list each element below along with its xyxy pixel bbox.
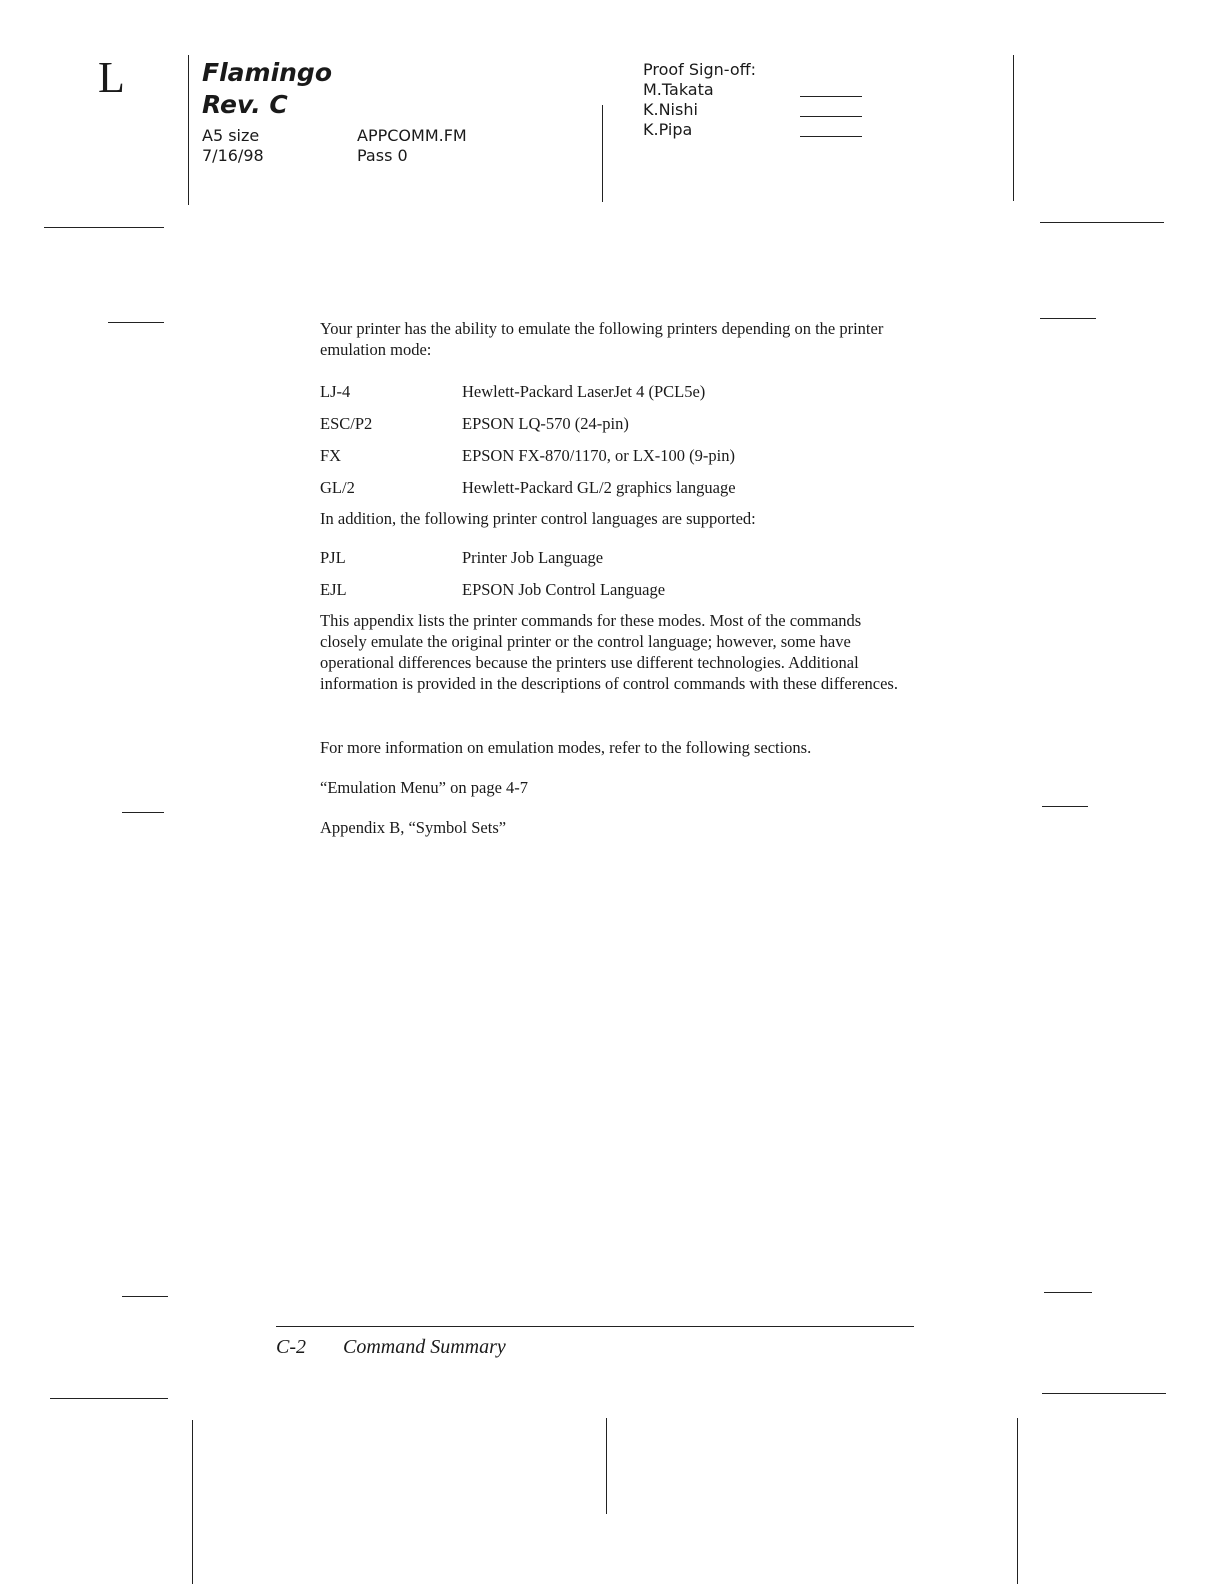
- side-letter: L: [98, 53, 125, 102]
- product-name: Flamingo: [202, 58, 333, 87]
- crop-mark: [1044, 1292, 1092, 1293]
- language-description: Printer Job Language: [462, 548, 604, 567]
- emulation-mode: GL/2: [320, 478, 355, 497]
- reference-link[interactable]: Appendix B, “Symbol Sets”: [320, 818, 507, 837]
- crop-mark: [1042, 1393, 1166, 1394]
- reference-link[interactable]: “Emulation Menu” on page 4-7: [320, 778, 529, 797]
- emulation-description: Hewlett-Packard LaserJet 4 (PCL5e): [462, 382, 706, 401]
- date: 7/16/98: [202, 146, 264, 165]
- crop-mark: [1040, 318, 1096, 319]
- footer-rule: [276, 1326, 914, 1327]
- crop-mark: [122, 812, 164, 813]
- crop-mark: [122, 1296, 168, 1297]
- intro-paragraph: Your printer has the ability to emulate the following printers depending on the printer emulation mode:: [320, 319, 884, 359]
- emulation-description: EPSON FX-870/1170, or LX-100 (9-pin): [462, 446, 735, 465]
- crop-mark: [50, 1398, 168, 1399]
- page-size: A5 size: [202, 126, 260, 145]
- revision: Rev. C: [202, 90, 288, 119]
- filename: APPCOMM.FM: [357, 126, 467, 145]
- signer: K.Pipa: [643, 120, 693, 139]
- language-mode: EJL: [320, 580, 347, 599]
- addition-paragraph: In addition, the following printer control languages are supported:: [320, 509, 756, 528]
- header-divider-left: [188, 55, 189, 205]
- page-number: C-2: [276, 1336, 306, 1358]
- header-divider-right: [1013, 55, 1014, 201]
- emulation-description: Hewlett-Packard GL/2 graphics language: [462, 478, 736, 497]
- crop-mark: [1040, 222, 1164, 223]
- signer: K.Nishi: [643, 100, 698, 119]
- signer: M.Takata: [643, 80, 714, 99]
- signature-line: [800, 116, 862, 117]
- crop-mark: [108, 322, 164, 323]
- appendix-description: This appendix lists the printer commands for these modes. Most of the commands closely emulate the original printer or the control language; however, some have operational differences because the printers use different technologies. Additional information is provided in the descriptions of control commands with these differences.: [320, 611, 898, 693]
- signature-line: [800, 136, 862, 137]
- crop-mark: [606, 1418, 607, 1514]
- more-info-paragraph: For more information on emulation modes, refer to the following sections.: [320, 738, 812, 757]
- language-mode: PJL: [320, 548, 346, 567]
- language-description: EPSON Job Control Language: [462, 580, 666, 599]
- crop-mark: [192, 1420, 193, 1584]
- crop-mark: [1017, 1418, 1018, 1584]
- emulation-mode: FX: [320, 446, 342, 465]
- pass-number: Pass 0: [357, 146, 408, 165]
- emulation-description: EPSON LQ-570 (24-pin): [462, 414, 629, 433]
- emulation-mode: ESC/P2: [320, 414, 373, 433]
- crop-mark: [44, 227, 164, 228]
- crop-mark: [1042, 806, 1088, 807]
- proof-signoff-title: Proof Sign-off:: [643, 60, 757, 79]
- emulation-mode: LJ-4: [320, 382, 351, 401]
- header-divider-middle: [602, 105, 603, 202]
- section-title: Command Summary: [343, 1336, 506, 1358]
- signature-line: [800, 96, 862, 97]
